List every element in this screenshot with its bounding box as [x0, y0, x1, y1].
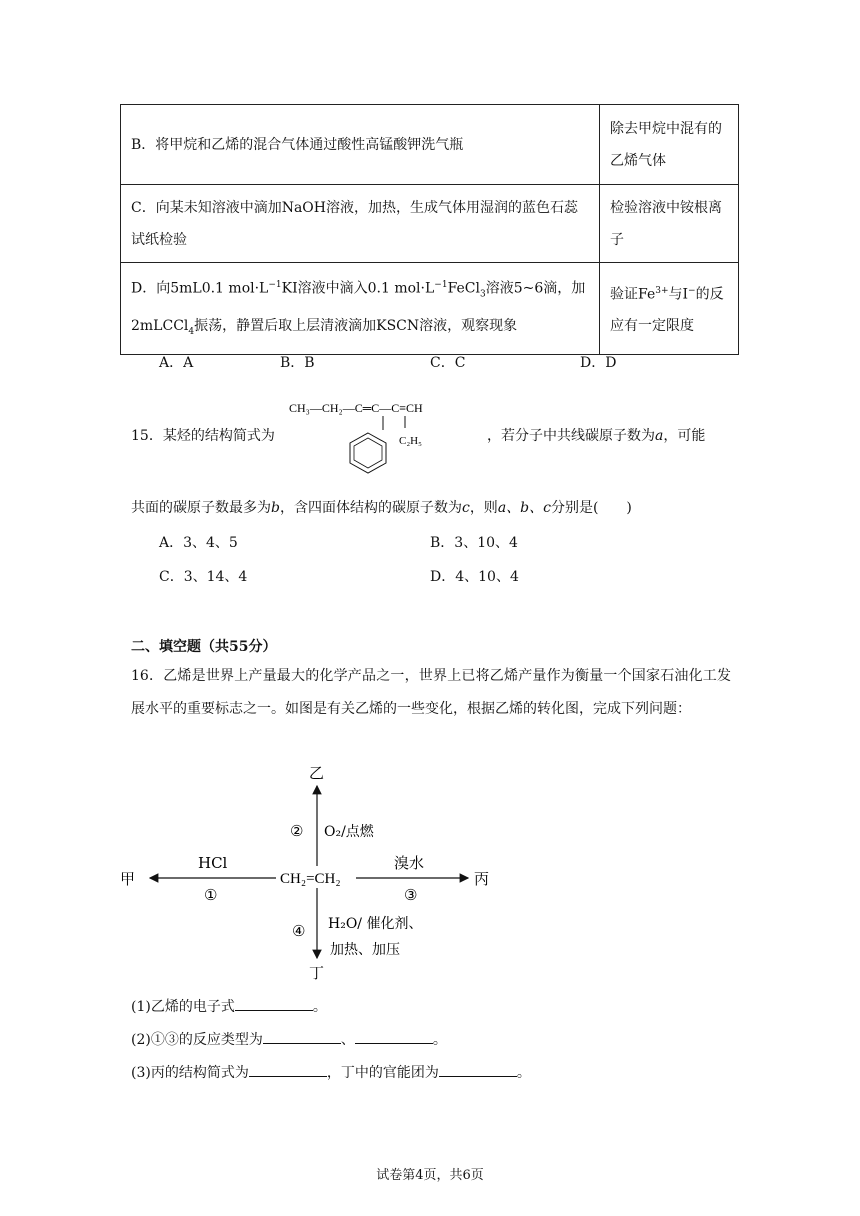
answer-blank[interactable] [249, 1062, 327, 1077]
structure-ethyl: C₂H₅ [399, 435, 422, 447]
step-1-number: ① [204, 886, 218, 904]
purpose-cell: 检验溶液中铵根离子 [600, 185, 739, 263]
section-title: 二、填空题（共55分） [131, 639, 277, 655]
step-2-number: ② [290, 822, 304, 840]
option-c: C．C [430, 355, 466, 371]
center-ethylene: CH₂=CH₂ [280, 871, 341, 887]
table-row [121, 105, 739, 185]
experiment-cell: B．将甲烷和乙烯的混合气体通过酸性高锰酸钾洗气瓶 [121, 105, 600, 185]
product-jia: 甲 [120, 870, 136, 888]
step-2-condition: O₂/点燃 [324, 824, 374, 840]
structure-chain: CH₃—CH₂—C═C—C≡CH [289, 401, 423, 415]
step-4-condition-2: 加热、加压 [330, 942, 400, 958]
q16-sub2: (2)①③的反应类型为 、 。 [131, 1029, 447, 1050]
step-3-reagent: 溴水 [394, 854, 425, 872]
experiment-cell: D．向5mL0.1 $mol\cdot L^{-1}KI$溶液中滴入0.1 $mol\cdot L^{-1}FeCl_3$溶液5~6滴，加2mLCCl$_4$振荡，静置后取上层清液滴加KSCN溶液，观察现象 [121, 263, 600, 355]
option-b: B．B [280, 355, 315, 371]
q15-option-a: A．3、4、5 [159, 535, 238, 551]
answer-blank[interactable] [439, 1062, 517, 1077]
q16-sub3: (3)丙的结构简式为 ，丁中的官能团为 。 [131, 1062, 531, 1083]
answer-blank[interactable] [235, 996, 313, 1011]
product-yi: 乙 [309, 764, 325, 782]
step-4-number: ④ [292, 922, 306, 940]
experiment-cell: C．向某未知溶液中滴加NaOH溶液，加热，生成气体用湿润的蓝色石蕊试纸检验 [121, 185, 600, 263]
step-3-number: ③ [404, 886, 418, 904]
page-footer: 试卷第4页，共6页 [376, 1168, 484, 1183]
q15-line2: 共面的碳原子数最多为b，含四面体结构的碳原子数为c，则a、b、c分别是( ) [131, 500, 632, 516]
experiment-table [120, 104, 739, 355]
q15-suffix: ，若分子中共线碳原子数为a，可能 [487, 428, 706, 444]
purpose-cell: 除去甲烷中混有的乙烯气体 [600, 105, 739, 185]
hydrocarbon-structure [285, 396, 495, 476]
q15-option-b: B．3、10、4 [430, 535, 518, 551]
product-ding: 丁 [309, 964, 325, 982]
ethylene-transformation-diagram [118, 758, 518, 984]
option-d: D．D [580, 355, 617, 371]
q15-prefix: 15．某烃的结构简式为 [131, 428, 275, 444]
q16-text: 16．乙烯是世界上产量最大的化学产品之一，世界上已将乙烯产量作为衡量一个国家石油化工发展水平的重要标志之一。如图是有关乙烯的一些变化，根据乙烯的转化图，完成下列问题： [131, 668, 731, 717]
table-row [121, 185, 739, 263]
product-bing: 丙 [474, 870, 490, 888]
purpose-cell: 验证$Fe^{3+}$与I−的反应有一定限度 [600, 263, 739, 355]
step-1-reagent: HCl [198, 854, 228, 872]
option-a: A．A [159, 355, 194, 371]
table-row [121, 263, 739, 355]
step-4-condition-1: H₂O/ 催化剂、 [328, 916, 423, 932]
q15-option-d: D．4、10、4 [430, 569, 519, 585]
answer-blank[interactable] [263, 1029, 341, 1044]
q16-sub1: (1)乙烯的电子式 。 [131, 996, 327, 1017]
q15-option-c: C．3、14、4 [159, 569, 248, 585]
answer-blank[interactable] [355, 1029, 433, 1044]
